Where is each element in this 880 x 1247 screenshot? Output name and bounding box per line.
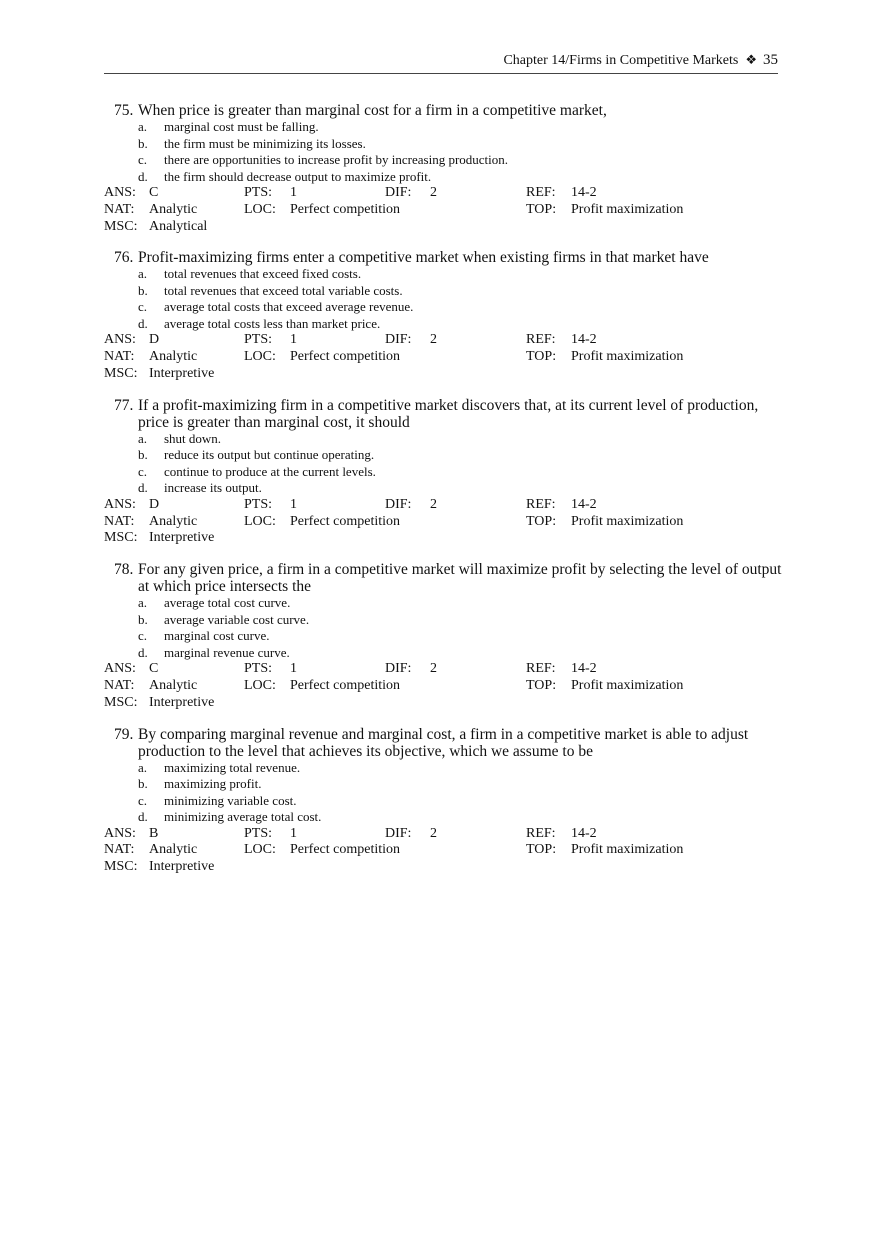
choice-label: a. [138,266,148,282]
pts-value: 1 [290,661,297,677]
choice-a [104,266,784,283]
pts-label: PTS: [244,661,273,677]
choice-label: b. [138,611,148,627]
choice-text: average total costs less than market price. [164,315,381,331]
ref-value: 14-2 [571,825,597,841]
page-number: 35 [763,52,778,68]
choice-label: c. [138,299,148,315]
question-text: If a profit-maximizing firm in a competitive market discovers that, at its current level of production, price is greater than marginal cost, it should [138,396,759,431]
loc-value: Perfect competition [290,349,401,365]
choice-label: b. [138,447,148,463]
choice-a [104,431,784,448]
choice-label: d. [138,315,148,331]
question-text: When price is greater than marginal cost for a firm in a competitive market, [138,102,607,119]
choice-label: d. [138,644,148,660]
top-value: Profit maximization [571,513,684,529]
choice-label: c. [138,628,148,644]
choice-d [104,316,784,333]
choice-d [104,480,784,497]
ans-label: ANS: [104,332,136,348]
choice-c [104,464,784,481]
choice-b [104,776,784,793]
loc-label: LOC: [244,349,276,365]
nat-value: Analytic [149,842,198,858]
dif-value: 2 [430,332,437,348]
choice-c [104,628,784,645]
choice-label: c. [138,152,148,167]
top-label: TOP: [526,349,557,365]
question-75 [104,102,784,235]
ans-value: C [149,661,159,677]
choice-text: shut down. [164,430,222,446]
dif-value: 2 [430,825,437,841]
choice-text: marginal cost curve. [164,628,270,644]
loc-value: Perfect competition [290,201,401,217]
choice-d [104,169,784,186]
chapter-title: Chapter 14/Firms in Competitive Markets [503,53,739,68]
ans-label: ANS: [104,496,136,512]
nat-value: Analytic [149,349,198,365]
choice-label: a. [138,595,148,611]
choice-b [104,612,784,629]
msc-value: Interpretive [149,859,215,875]
choice-d [104,645,784,662]
question-77 [104,397,784,547]
pts-label: PTS: [244,185,273,200]
question-78 [104,561,784,711]
choice-b [104,136,784,153]
ref-label: REF: [526,825,556,841]
dif-value: 2 [430,185,437,200]
choice-text: marginal revenue curve. [164,644,290,660]
ref-value: 14-2 [571,185,597,200]
choice-label: c. [138,792,148,808]
ans-label: ANS: [104,661,136,677]
question-number: 77. [114,396,134,414]
choice-c [104,793,784,810]
choice-d [104,809,784,826]
loc-label: LOC: [244,677,276,693]
choice-text: average total costs that exceed average revenue. [164,299,414,315]
choice-text: maximizing profit. [164,776,262,792]
top-label: TOP: [526,842,557,858]
question-number: 75. [114,102,134,119]
choice-c [104,152,784,169]
nat-meta-row [104,514,784,531]
nat-label: NAT: [104,349,135,365]
nat-label: NAT: [104,677,135,693]
ref-label: REF: [526,185,556,200]
nat-label: NAT: [104,842,135,858]
choice-b [104,283,784,300]
msc-meta-row [104,859,784,876]
ref-value: 14-2 [571,661,597,677]
msc-label: MSC: [104,218,138,234]
nat-label: NAT: [104,513,135,529]
nat-meta-row [104,678,784,695]
question-list [104,102,784,890]
answer-meta-row [104,332,784,349]
choice-a [104,119,784,136]
choice-c [104,299,784,316]
nat-meta-row [104,842,784,859]
choice-label: b. [138,282,148,298]
top-label: TOP: [526,513,557,529]
answer-meta-row [104,185,784,202]
question-number: 78. [114,561,134,579]
nat-value: Analytic [149,513,198,529]
choice-label: a. [138,759,148,775]
top-value: Profit maximization [571,677,684,693]
choice-text: maximizing total revenue. [164,759,301,775]
question-text: By comparing marginal revenue and marginal cost, a firm in a competitive market is able to adjust production to the level that achieves its objective, which we assume to be [138,725,749,760]
pts-value: 1 [290,496,297,512]
msc-value: Interpretive [149,365,215,381]
nat-meta-row [104,349,784,366]
loc-value: Perfect competition [290,677,401,693]
dif-value: 2 [430,496,437,512]
question-79 [104,726,784,876]
answer-meta-row [104,661,784,678]
ans-label: ANS: [104,185,136,200]
msc-label: MSC: [104,859,138,875]
loc-label: LOC: [244,201,276,217]
dif-label: DIF: [385,185,412,200]
choice-text: total revenues that exceed fixed costs. [164,266,362,282]
msc-meta-row [104,366,784,383]
nat-meta-row [104,202,784,219]
choice-text: marginal cost must be falling. [164,119,319,134]
pts-label: PTS: [244,496,273,512]
answer-meta-row [104,497,784,514]
diamond-icon: ❖ [745,52,757,67]
loc-label: LOC: [244,513,276,529]
choice-label: a. [138,119,148,134]
pts-value: 1 [290,185,297,200]
ans-value: D [149,332,160,348]
top-value: Profit maximization [571,349,684,365]
top-label: TOP: [526,201,557,217]
msc-value: Interpretive [149,530,215,546]
choice-text: minimizing average total cost. [164,809,322,825]
msc-value: Analytical [149,218,208,234]
question-stem [104,397,784,431]
top-label: TOP: [526,677,557,693]
question-76 [104,249,784,382]
answer-meta-row [104,826,784,843]
nat-value: Analytic [149,201,198,217]
ref-label: REF: [526,496,556,512]
ans-value: C [149,185,159,200]
ans-label: ANS: [104,825,136,841]
choice-a [104,760,784,777]
question-stem [104,561,784,595]
ref-value: 14-2 [571,332,597,348]
top-value: Profit maximization [571,842,684,858]
msc-value: Interpretive [149,694,215,710]
choice-text: the firm must be minimizing its losses. [164,135,366,151]
dif-label: DIF: [385,496,412,512]
pts-value: 1 [290,825,297,841]
nat-label: NAT: [104,201,135,217]
choice-text: reduce its output but continue operating. [164,447,375,463]
loc-value: Perfect competition [290,842,401,858]
ans-value: B [149,825,159,841]
pts-value: 1 [290,332,297,348]
nat-value: Analytic [149,677,198,693]
loc-value: Perfect competition [290,513,401,529]
choice-text: average total cost curve. [164,595,291,611]
choice-text: minimizing variable cost. [164,792,297,808]
msc-meta-row [104,530,784,547]
question-number: 76. [114,249,134,267]
dif-label: DIF: [385,332,412,348]
choice-text: continue to produce at the current levels. [164,463,376,479]
question-text: For any given price, a firm in a competitive market will maximize profit by selecting the level of output at which price intersects the [138,561,782,596]
dif-label: DIF: [385,825,412,841]
question-stem [104,726,784,760]
dif-value: 2 [430,661,437,677]
ans-value: D [149,496,160,512]
choice-text: there are opportunities to increase profit by increasing production. [164,152,509,167]
choice-text: the firm should decrease output to maximize profit. [164,168,432,184]
top-value: Profit maximization [571,201,684,217]
question-stem [104,102,784,119]
choice-text: average variable cost curve. [164,611,310,627]
choice-b [104,447,784,464]
dif-label: DIF: [385,661,412,677]
ref-value: 14-2 [571,496,597,512]
loc-label: LOC: [244,842,276,858]
msc-label: MSC: [104,365,138,381]
page-header [104,51,778,74]
choice-label: c. [138,463,148,479]
choice-text: total revenues that exceed total variable costs. [164,282,403,298]
msc-label: MSC: [104,694,138,710]
question-stem [104,249,784,266]
pts-label: PTS: [244,332,273,348]
choice-label: d. [138,480,148,496]
choice-label: b. [138,135,148,151]
question-number: 79. [114,725,134,743]
ref-label: REF: [526,661,556,677]
pts-label: PTS: [244,825,273,841]
question-text: Profit-maximizing firms enter a competitive market when existing firms in that market have [138,249,709,267]
msc-meta-row [104,695,784,712]
msc-meta-row [104,219,784,236]
msc-label: MSC: [104,530,138,546]
ref-label: REF: [526,332,556,348]
choice-label: a. [138,430,148,446]
choice-text: increase its output. [164,480,262,496]
choice-a [104,595,784,612]
choice-label: d. [138,809,148,825]
choice-label: d. [138,168,148,184]
choice-label: b. [138,776,148,792]
